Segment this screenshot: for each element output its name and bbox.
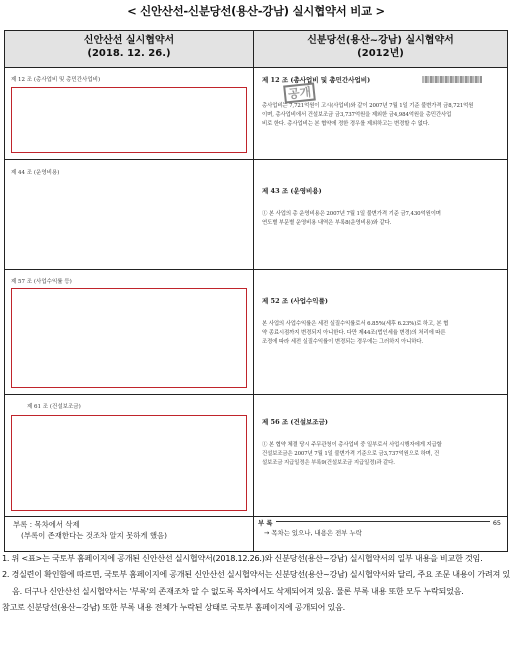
left-header-date: (2018. 12. 26.) (87, 48, 171, 59)
handwritten-mark (422, 76, 482, 83)
comparison-table (4, 30, 508, 552)
right-article-body: 본 사업의 사업수익률은 세전 실질수익률로서 6.85%(세후 6.23%)로 하고, 본 협 약 종료시점까지 변경되지 아니한다. 다만 제44조(법인세율 변경)의 처리에 따른 조정에 따라 세전 실질수익률이 변경되는 경우에는 그러하지 아니하다. (262, 321, 449, 345)
right-cell-article-43 (254, 160, 508, 270)
toc-leader (276, 521, 490, 522)
page-title: < 신안산선-신분당선(용산-강남) 실시협약서 비교 > (127, 4, 385, 18)
left-appendix-note: 부록 : 목차에서 삭제 (13, 520, 80, 529)
left-article-title: 제 61 조 (건설보조금) (27, 404, 81, 410)
right-article-body: ① 본 사업의 총 운영비용은 2007년 7월 1일 불변가격 기준 금7,430억원이며 연도별 부문별 운영비용 내역은 부록8(운영비용)와 같다. (262, 211, 441, 226)
appendix-page-number: 65 (492, 519, 501, 527)
left-article-title: 제 57 조 (사업수익률 등) (11, 279, 72, 285)
right-appendix-cell (254, 517, 508, 552)
right-article-body: 총사업비는 7,721억원이 고시(사업비)와 같이 2007년 7월 1일 기준 불변가격 금8,721억원 이며, 총사업비에서 건설보조금 금3,737억원을 제외한 금4,984억원을 총민간사업 비로 한다. 총사업비는 본 협약에 정한 경우를 제외하고는 변경할 수 없다. (262, 103, 474, 127)
right-cell-article-52 (254, 270, 508, 395)
appendix-toc-line (258, 518, 501, 528)
right-cell-article-56 (254, 395, 508, 517)
right-column-header (254, 31, 508, 68)
redaction-box (11, 415, 247, 511)
left-article-title: 제 12 조 (총사업비 및 총민간사업비) (11, 77, 101, 83)
note-reference: 참고로 신분당선(용산~강남) 또한 부록 내용 전체가 누락된 상태로 국토부 홈페이지에 공개되어 있음. (2, 602, 345, 613)
left-appendix-detail: (부록이 존재한다는 것조차 알지 못하게 했음) (21, 531, 168, 540)
left-cell-article-61 (5, 395, 254, 517)
left-cell-article-12 (5, 68, 254, 160)
left-header-title: 신안산선 실시협약서 (83, 35, 175, 46)
right-article-title: 제 56 조 (건설보조금) (262, 418, 328, 426)
appendix-label: 부 록 (258, 519, 273, 527)
right-cell-article-12 (254, 68, 508, 160)
note-1: 1. 위 <표>는 국토부 홈페이지에 공개된 신안산선 실시협약서(2018.12.26.)와 신분당선(용산~강남) 실시협약서의 일부 내용을 비교한 것임. (2, 553, 483, 563)
right-header-date: (2012년) (357, 48, 404, 59)
left-article-title: 제 44 조 (운영비용) (11, 170, 60, 176)
redaction-box (11, 288, 247, 388)
right-article-body: ① 본 협약 체결 당시 주무관청이 총사업비 중 일부로서 사업시행자에게 지급할 건설보조금은 2007년 7월 1일 불변가격 기준으로 금3,737억원으로 하며, 건 설보조금 지급일정은 부록9(건설보조금 지급일정)과 같다. (262, 442, 442, 466)
right-header-title: 신분당선(용산~강남) 실시협약서 (307, 35, 454, 46)
right-article-title: 제 12 조 (총사업비 및 총민간사업비) (262, 76, 371, 84)
note-2: 2. 경실련이 확인함에 따르면, 국토부 홈페이지에 공개된 신안산선 실시협약서는 신분당선(용산~강남) 실시협약서와 달리, 주요 조문 내용이 가려져 있음. 더구나 신안산선 실시협약서는 '부록'의 존재조차 알 수 없도록 목차에서도 삭제되어져 있음. 물론 부록 내용 또한 모두 누락되었음. (2, 569, 510, 596)
right-article-title: 제 52 조 (사업수익률) (262, 297, 328, 305)
notes (2, 550, 510, 616)
redaction-box (11, 87, 247, 153)
public-stamp: 공개 (283, 82, 316, 103)
right-appendix-note: → 목차는 있으나, 내용은 전부 누락 (264, 529, 362, 537)
left-column-header (5, 31, 254, 68)
left-appendix-cell (5, 517, 254, 552)
left-cell-article-57 (5, 270, 254, 395)
right-article-title: 제 43 조 (운영비용) (262, 187, 322, 195)
left-cell-article-44 (5, 160, 254, 270)
